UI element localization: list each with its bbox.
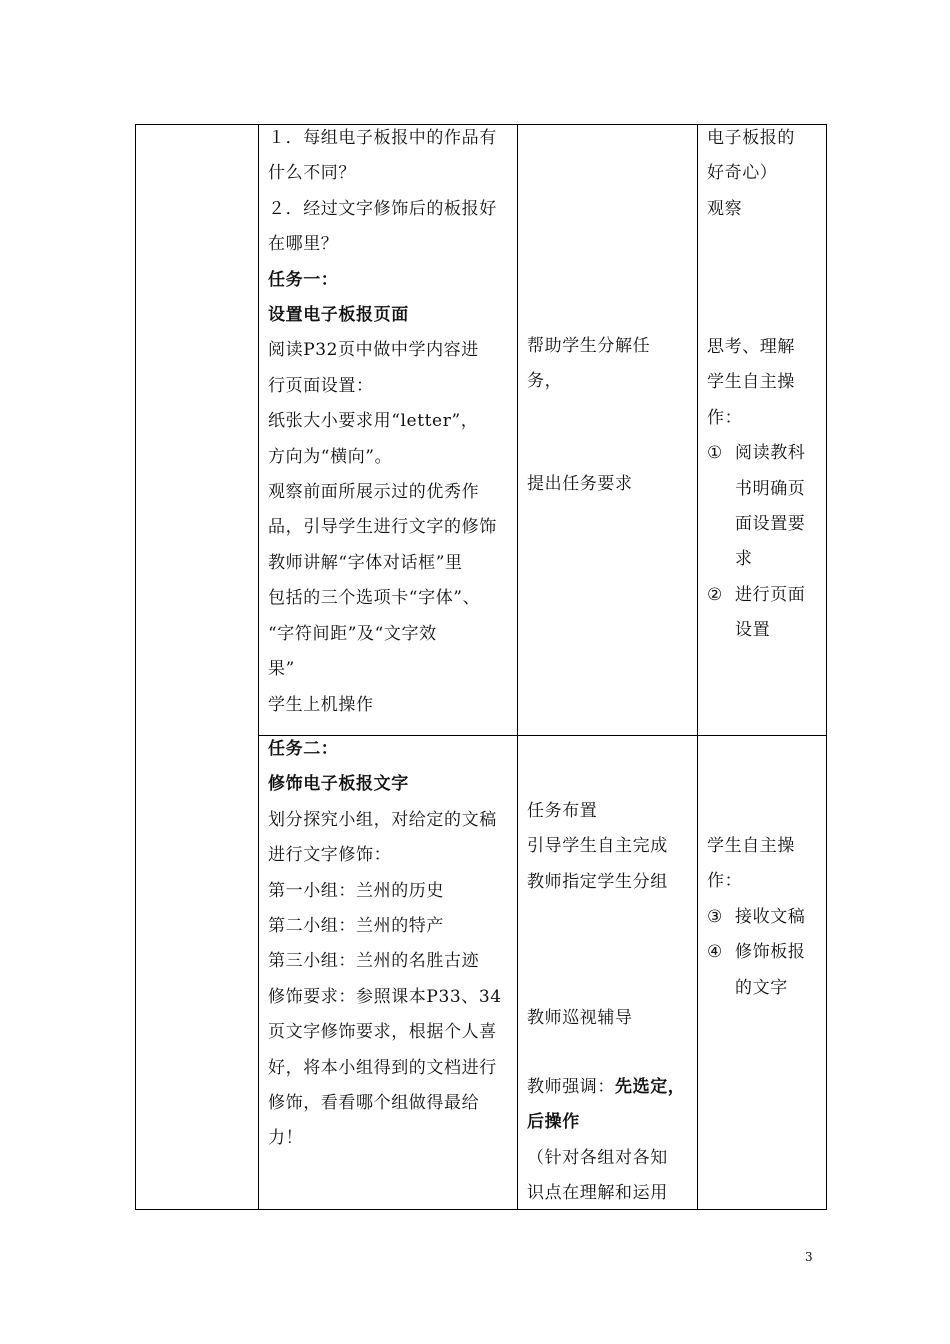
step-marker: ① — [707, 443, 723, 464]
teacher-line: 帮助学生分解任 — [527, 336, 651, 356]
task-title: 设置电子板报页面 — [268, 305, 409, 326]
row1-teacher-cell-2 — [527, 467, 693, 502]
content-line: 方向为“横向”。 — [268, 446, 393, 467]
row2-teacher-cell-2 — [527, 1001, 693, 1036]
teacher-line: 务， — [527, 371, 563, 392]
step-marker: ④ — [707, 942, 723, 963]
content-line: 行页面设置： — [268, 375, 374, 396]
content-line: 包括的三个选项卡“字体”、 — [268, 588, 481, 609]
student-line: 学生自主操 — [707, 836, 795, 856]
content-line: 第三小组：兰州的名胜古迹 — [268, 951, 480, 972]
content-line: 什么不同？ — [268, 163, 356, 184]
content-line: “字符间距”及“文字效 — [268, 623, 437, 644]
student-line: 思考、理解 — [707, 337, 795, 357]
content-line: 阅读P32页中做中学内容进 — [268, 340, 479, 361]
content-line: 纸张大小要求用“letter”， — [268, 411, 479, 432]
content-line: 学生上机操作 — [268, 694, 374, 715]
student-line: 作： — [707, 871, 743, 892]
content-line: 第二小组：兰州的特产 — [268, 916, 444, 937]
teacher-line: 识点在理解和运用 — [527, 1183, 668, 1204]
row2-teacher-cell-3 — [527, 1070, 693, 1212]
page-number: 3 — [805, 1250, 813, 1264]
table-left-border — [135, 124, 136, 1210]
student-line: 学生自主操 — [707, 372, 795, 393]
column-divider-3 — [697, 124, 698, 1210]
student-step: ② 进行页面 — [707, 578, 823, 613]
task-heading: 任务一： — [268, 269, 339, 290]
content-line: 页文字修饰要求，根据个人喜 — [268, 1022, 497, 1043]
student-step-cont: 书明确页 — [735, 478, 806, 499]
student-line: 电子板报的 — [707, 128, 795, 148]
column-divider-1 — [258, 124, 259, 1210]
content-line: １．每组电子板报中的作品有 — [268, 128, 497, 148]
row2-content-cell — [268, 732, 513, 1157]
column-divider-2 — [517, 124, 518, 1210]
content-line: 第一小组：兰州的历史 — [268, 880, 444, 901]
row1-content-cell — [268, 121, 513, 723]
student-step-cont: 面设置要 — [735, 514, 806, 535]
content-line: 品，引导学生进行文字的修饰 — [268, 517, 497, 538]
teacher-line: 教师巡视辅导 — [527, 1008, 633, 1028]
content-line: 观察前面所展示过的优秀作 — [268, 482, 480, 503]
student-line: 好奇心） — [707, 163, 778, 184]
content-line: 好，将本小组得到的文档进行 — [268, 1057, 497, 1078]
teacher-line: 教师指定学生分组 — [527, 871, 668, 892]
step-marker: ③ — [707, 906, 723, 927]
content-line: 进行文字修饰： — [268, 845, 392, 866]
content-line: 教师讲解“字体对话框”里 — [268, 552, 463, 573]
student-step-cont: 设置 — [735, 620, 771, 641]
teacher-line: 任务布置 — [527, 801, 598, 821]
step-marker: ② — [707, 584, 723, 605]
student-step-cont: 的文字 — [735, 977, 788, 998]
content-line: 划分探究小组，对给定的文稿 — [268, 809, 497, 830]
row1-student-mid-cell — [707, 330, 823, 649]
student-step: ① 阅读教科 — [707, 436, 823, 471]
task-title: 修饰电子板报文字 — [268, 774, 409, 795]
content-line: 力！ — [268, 1128, 304, 1149]
content-line: ２．经过文字修饰后的板报好 — [268, 198, 497, 219]
teacher-line: 引导学生自主完成 — [527, 836, 668, 857]
student-step: ③ 接收文稿 — [707, 900, 823, 935]
student-line: 观察 — [707, 198, 743, 219]
teacher-emphasis: 教师强调：先选定， — [527, 1077, 686, 1097]
student-step-cont: 求 — [735, 549, 753, 570]
row2-student-cell — [707, 829, 823, 1006]
content-line: 果” — [268, 659, 295, 680]
row1-teacher-cell — [527, 329, 693, 400]
task-heading: 任务二： — [268, 739, 339, 759]
content-line: 修饰要求：参照课本P33、34 — [268, 986, 502, 1007]
row2-teacher-cell — [527, 794, 693, 900]
student-line: 作： — [707, 407, 743, 428]
teacher-line: 提出任务要求 — [527, 474, 633, 494]
teacher-line: （针对各组对各知 — [527, 1147, 668, 1168]
teacher-emphasis-bold: 后操作 — [527, 1112, 580, 1133]
row1-student-top-cell — [707, 121, 823, 227]
content-line: 修饰，看看哪个组做得最给 — [268, 1093, 480, 1114]
table-bottom-border — [135, 1209, 827, 1210]
table-right-border — [826, 124, 827, 1210]
content-line: 在哪里？ — [268, 234, 339, 255]
student-step: ④ 修饰板报 — [707, 935, 823, 970]
